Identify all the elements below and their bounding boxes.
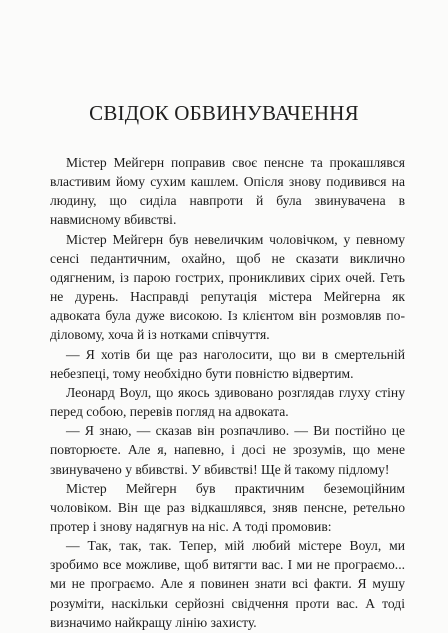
paragraph: — Так, так, так. Тепер, мій любий містере Воул, ми зробимо все можливе, щоб витягти вас. І ми не програємо... ми не програємо. Але я повинен знати всі факти. Я мушу розуміти, наскільки серйозні свідчення проти вас. А тоді визначимо найкращу лінію захисту. [50,538,405,630]
paragraph: Містер Мейгерн був практичним беземоційним чоловіком. Він ще раз відкашлявся, зняв пенсне, ретельно протер і знову надягнув на ніс. А тоді промовив: [50,480,405,534]
chapter-body [50,153,405,632]
paragraph: Містер Мейгерн поправив своє пенсне та прокашлявся властивим йому сухим кашлем. Опісля знову подивився на людину, що сиділа навпроти й була звинувачена в навмисному вбивстві. [50,155,405,228]
paragraph: — Я хотів би ще раз наголосити, що ви в смертельній небезпеці, тому необхідно бути повністю відвертим. [50,346,405,381]
paragraph: — Я знаю, — сказав він розпачливо. — Ви постійно це повторюєте. Але я, напевно, і досі не зрозумів, що мене звинувачено у вбивстві. У вбивстві! Ще й такому підлому! [50,423,405,477]
paragraph: Містер Мейгерн був невеличким чоловічком, у певному сенсі педантичним, охайно, щоб не сказати викличнo одягненим, із парою гострих, проникливих сірих очей. Геть не дурень. Насправді репутація містера Мейгерна як адвоката була дуже високою. Із клієнтом він розмовляв по-діловому, хоча й із нотками співчуття. [50,231,405,343]
paragraph: Леонард Воул, що якось здивовано розглядав глуху стіну перед собою, перевів погляд на адвоката. [50,384,405,420]
chapter-title: СВІДОК ОБВИНУВАЧЕННЯ [89,101,359,125]
